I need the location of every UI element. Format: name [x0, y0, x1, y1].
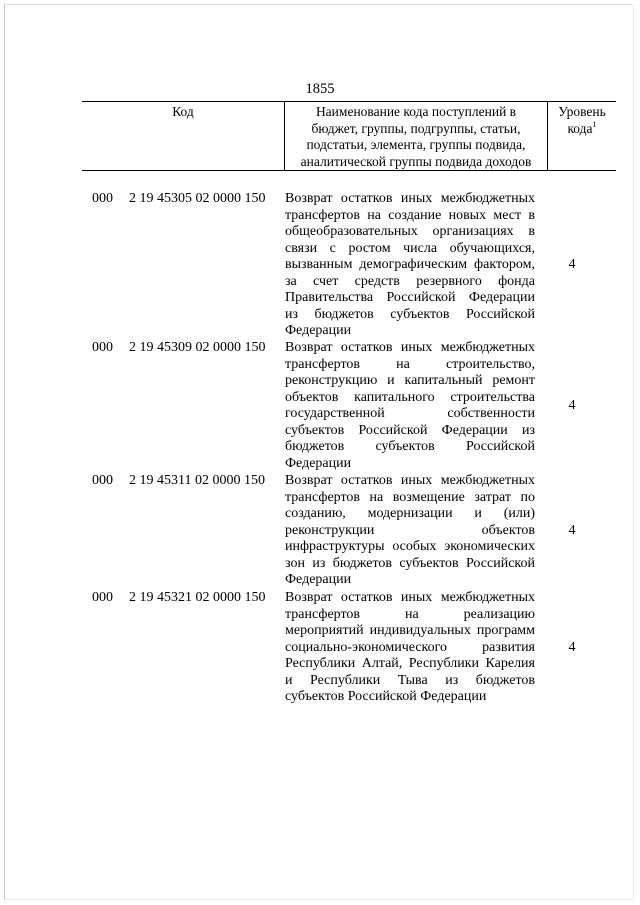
income-name	[285, 191, 535, 340]
income-name-line: бюджетов субъектов Российской	[285, 439, 535, 454]
header-level-line: Уровень	[558, 104, 606, 119]
income-name-line: Федерации	[285, 455, 352, 471]
admin-code: 000	[92, 473, 113, 488]
header-level-line	[550, 121, 614, 138]
table-header-row	[82, 102, 616, 171]
income-name-line: трансфертов на создание новых мест в	[285, 207, 535, 223]
income-name-line: объектов капитального строительства	[285, 389, 535, 405]
income-name-line: из бюджетов субъектов Российской	[285, 306, 535, 322]
income-name-line: зон из бюджетов субъектов Российской	[285, 555, 535, 571]
income-name-line: инфраструктуры особых экономических	[285, 539, 535, 554]
income-name-line: социально-экономического развития	[285, 639, 535, 655]
income-code: 2 19 45309 02 0000 150	[129, 340, 266, 355]
income-name	[285, 590, 535, 706]
income-name-line: Республики Алтай, Республики Карелия	[285, 656, 535, 671]
income-name-line: Федерации	[285, 572, 352, 587]
income-name-line: Федерации	[285, 323, 352, 338]
income-name-line: реконструкции объектов	[285, 522, 535, 538]
admin-code: 000	[92, 191, 113, 206]
income-name-line: трансфертов на строительство,	[285, 356, 535, 372]
income-name-line: Возврат остатков иных межбюджетных	[285, 191, 535, 206]
header-level-label: кода	[567, 120, 593, 136]
code-level: 4	[568, 523, 576, 538]
footnote-marker: 1	[592, 119, 597, 129]
income-name	[285, 340, 535, 472]
header-code-cell	[82, 102, 285, 171]
income-name-line: трансфертов на возмещение затрат по	[285, 489, 535, 505]
income-name-line: связи с ростом числа обучающихся,	[285, 240, 535, 256]
income-name-line: Возврат остатков иных межбюджетных	[285, 590, 535, 605]
income-name-line: государственной собственности	[285, 406, 535, 421]
income-name-line: Возврат остатков иных межбюджетных	[285, 473, 535, 488]
code-level: 4	[568, 640, 576, 655]
code-level: 4	[568, 257, 576, 272]
income-name-line: реконструкцию и капитальный ремонт	[285, 373, 535, 388]
income-name-line: трансфертов на реализацию	[285, 606, 535, 622]
income-name	[285, 473, 535, 589]
income-name-line: общеобразовательных организациях в	[285, 224, 535, 239]
income-name-line: Правительства Российской Федерации	[285, 290, 535, 305]
admin-code: 000	[92, 590, 113, 605]
header-level-cell	[548, 102, 617, 171]
admin-code: 000	[92, 340, 113, 355]
income-code: 2 19 45321 02 0000 150	[129, 590, 266, 605]
header-name-line: подстатьи, элемента, группы подвида,	[306, 137, 526, 152]
header-code-label: Код	[172, 104, 194, 119]
header-name-line: аналитической группы подвида доходов	[300, 153, 532, 169]
income-name-line: мероприятий индивидуальных программ	[285, 623, 535, 638]
income-code: 2 19 45305 02 0000 150	[129, 191, 266, 206]
income-name-line: созданию, модернизации и (или)	[285, 506, 535, 521]
table-header	[82, 101, 616, 171]
income-name-line: субъектов Российской Федерации	[285, 689, 487, 704]
header-name-line: бюджет, группы, подгруппы, статьи,	[311, 120, 521, 136]
header-name-line: Наименование кода поступлений в	[315, 104, 517, 119]
income-name-line: и Республики Тыва из бюджетов	[285, 672, 535, 688]
code-level: 4	[568, 398, 576, 413]
income-name-line: за счет средств резервного фонда	[285, 273, 535, 289]
header-name-cell	[285, 102, 548, 171]
income-name-line: субъектов Российской Федерации из	[285, 422, 535, 438]
income-name-line: Возврат остатков иных межбюджетных	[285, 340, 535, 355]
income-name-line: вызванным демографическим фактором,	[285, 257, 535, 272]
page-number: 1855	[305, 81, 335, 97]
income-code: 2 19 45311 02 0000 150	[129, 473, 265, 488]
